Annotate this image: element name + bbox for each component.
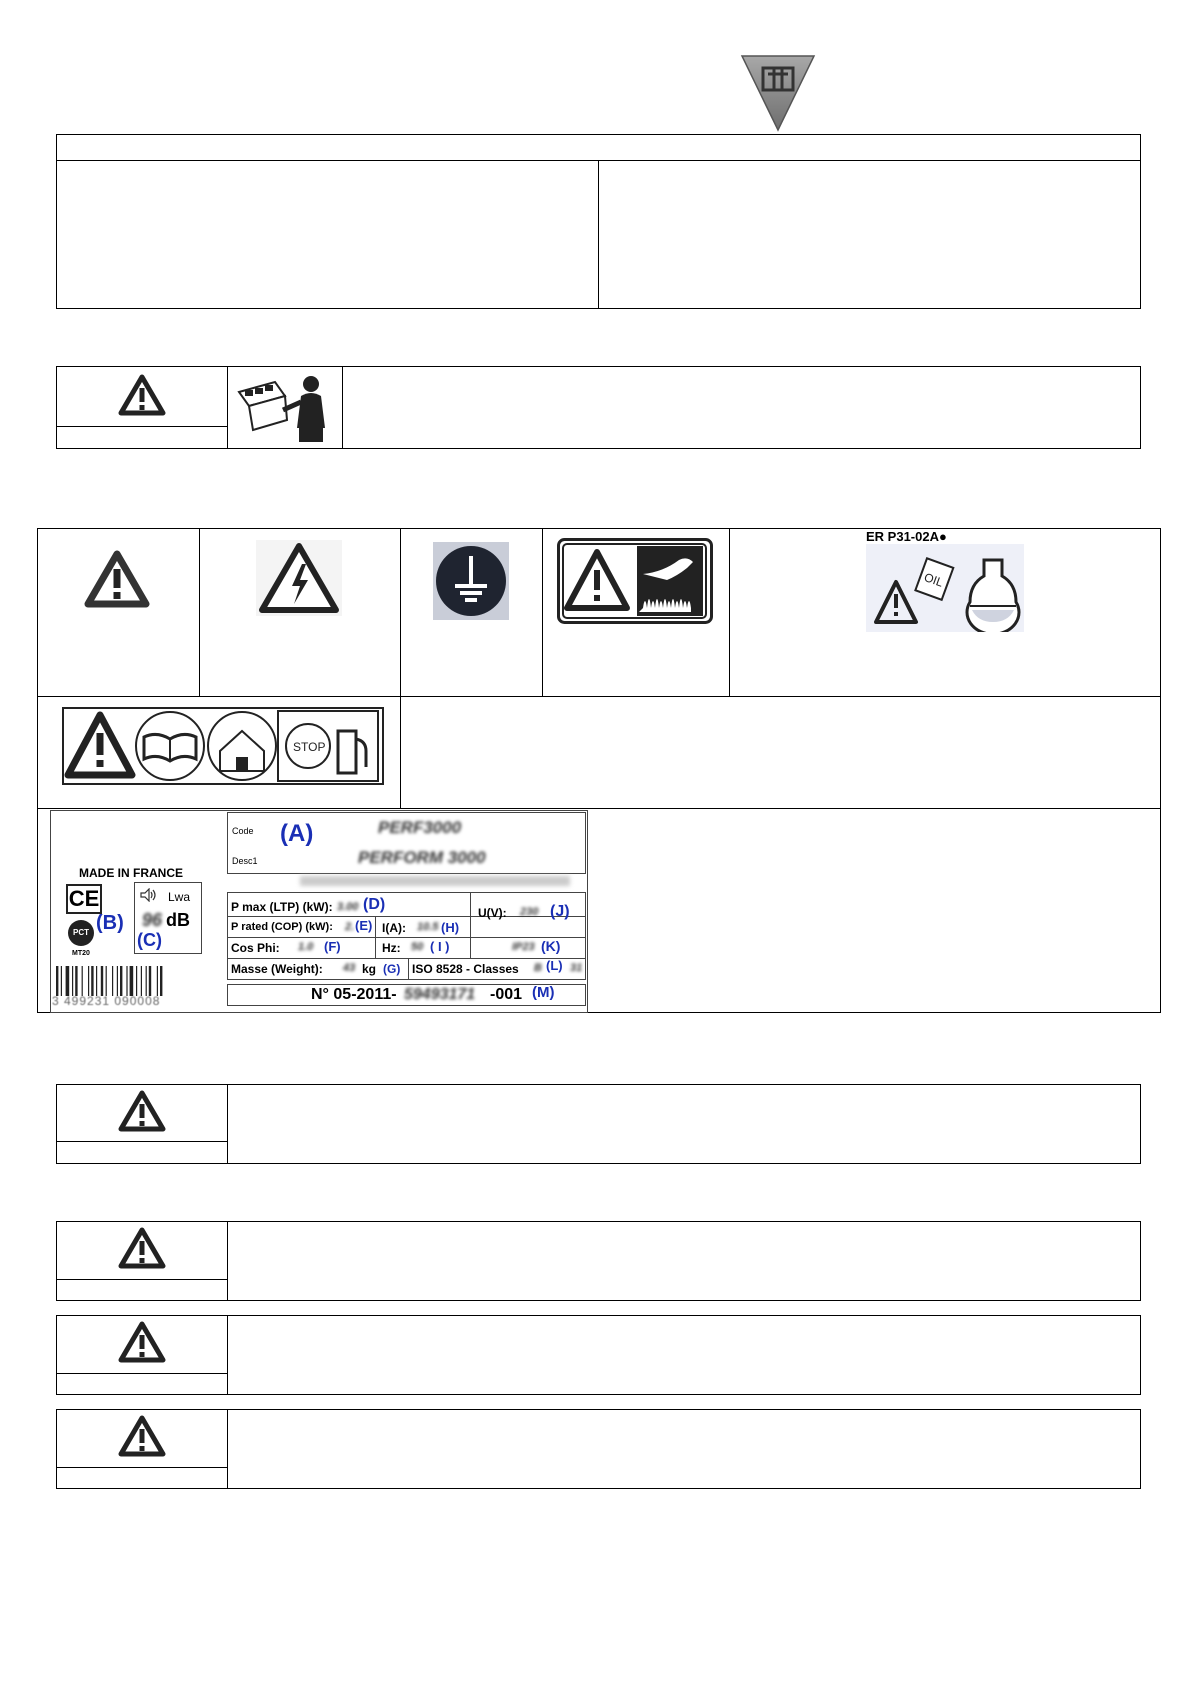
desc-value: PERFORM 3000 xyxy=(358,848,486,867)
lwa-label: Lwa xyxy=(168,890,191,904)
warning-icon xyxy=(84,550,150,608)
barcode-bar xyxy=(120,966,122,996)
plate-line xyxy=(470,892,471,958)
barcode-bar xyxy=(66,966,70,996)
mt20-label: MT20 xyxy=(72,950,90,957)
barcode-bar xyxy=(96,966,97,996)
barcode-bar xyxy=(106,966,107,996)
marker-g: (G) xyxy=(383,962,401,976)
barcode-bar xyxy=(56,966,58,996)
mass-label: Masse (Weight): xyxy=(231,962,323,976)
warning-icon xyxy=(118,1227,166,1269)
warning-box-divider xyxy=(342,366,343,449)
symbols-table-row-divider xyxy=(37,696,1161,697)
hz-value: 50 xyxy=(411,941,424,953)
marker-c: (C) xyxy=(137,930,162,950)
cosphi-value: 1.0 xyxy=(298,941,314,953)
code-label: Code xyxy=(232,826,254,836)
barcode-bar xyxy=(101,966,103,996)
marker-m: (M) xyxy=(532,984,555,1001)
barcode-bar xyxy=(117,966,118,996)
made-in-label: MADE IN FRANCE xyxy=(79,866,183,880)
svg-text:STOP: STOP xyxy=(293,740,326,754)
warning-box-5 xyxy=(56,1409,1141,1489)
warning-box-divider xyxy=(56,1279,227,1280)
barcode-bar xyxy=(149,966,151,996)
combined-warning-strip xyxy=(62,707,384,785)
marker-l: (L) xyxy=(546,958,563,973)
warning-box-divider xyxy=(227,1409,228,1489)
warning-box-divider xyxy=(227,1315,228,1395)
warning-box-divider xyxy=(227,366,228,449)
symbols-table-column-divider xyxy=(400,528,401,808)
warning-box-4 xyxy=(56,1315,1141,1395)
plate-line xyxy=(375,916,376,958)
barcode-bar xyxy=(141,966,142,996)
prated-value: 2. xyxy=(345,921,355,933)
barcode-bar xyxy=(126,966,127,996)
plate-line xyxy=(408,958,409,980)
noise-unit: dB xyxy=(166,910,190,930)
pmax-label: P max (LTP) (kW): xyxy=(231,900,333,914)
symbols-table-column-divider xyxy=(542,528,543,696)
pct-mark: PCT xyxy=(68,920,94,946)
barcode-bar xyxy=(112,966,113,996)
noise-value: 96 xyxy=(142,910,163,930)
warning-icon xyxy=(118,1415,166,1457)
marker-e: (E) xyxy=(355,918,373,933)
iso-value: B xyxy=(534,962,542,974)
plate-line xyxy=(227,937,586,938)
lifting-box-icon xyxy=(235,370,335,446)
warning-box-divider xyxy=(56,1467,227,1468)
barcode-number: 3 499231 090008 xyxy=(52,994,161,1008)
barcode-bar xyxy=(160,966,162,996)
header-table-column-divider xyxy=(598,160,599,309)
serial-suffix: -001 xyxy=(490,986,523,1003)
ip-value: IP23 xyxy=(512,941,535,953)
warning-box-handling xyxy=(56,366,1141,449)
barcode-bar xyxy=(146,966,147,996)
serial-prefix: N° 05-2011- xyxy=(311,986,397,1003)
ground-icon xyxy=(433,542,509,620)
marker-a: (A) xyxy=(280,820,314,847)
triangle-logo-icon xyxy=(740,54,816,132)
marker-d: (D) xyxy=(363,896,386,913)
marker-i: ( I ) xyxy=(430,939,450,954)
hot-surface-icon xyxy=(557,538,713,624)
marker-f: (F) xyxy=(324,939,341,954)
warning-box-divider xyxy=(56,1141,227,1142)
oil-label-text: ER P31-02A● xyxy=(866,529,947,544)
iso-label: ISO 8528 - Classes xyxy=(412,962,519,976)
warning-box-2 xyxy=(56,1084,1141,1164)
electric-hazard-icon xyxy=(256,540,342,616)
marker-h: (H) xyxy=(441,920,460,935)
warning-box-divider xyxy=(56,1373,227,1374)
marker-j: (J) xyxy=(550,903,570,920)
svg-text:OIL: OIL xyxy=(922,570,946,590)
current-value: 10.5 xyxy=(417,921,439,933)
plate-line xyxy=(227,958,586,959)
mass-value: 43 xyxy=(343,962,356,974)
warning-box-3 xyxy=(56,1221,1141,1301)
voltage-value: 230 xyxy=(520,906,539,918)
code-value: PERF3000 xyxy=(378,818,462,837)
mass-unit: kg xyxy=(362,962,377,976)
symbols-table-column-divider xyxy=(199,528,200,696)
marker-k: (K) xyxy=(541,938,561,954)
warning-box-divider xyxy=(227,1221,228,1301)
oil-level-icon xyxy=(866,544,1024,632)
barcode-bar xyxy=(61,966,62,996)
warning-icon xyxy=(118,1321,166,1363)
marker-b: (B) xyxy=(96,912,124,934)
cosphi-label: Cos Phi: xyxy=(231,941,280,955)
iso-extra: 31 xyxy=(570,962,583,974)
barcode-bar xyxy=(91,966,93,996)
barcode-bar xyxy=(72,966,73,996)
desc-label: Desc1 xyxy=(232,856,258,866)
hz-label: Hz: xyxy=(382,941,401,955)
warning-icon xyxy=(118,374,166,416)
barcode-bar xyxy=(82,966,83,996)
symbols-table-row-divider xyxy=(37,808,1161,809)
pmax-value: 3.00 xyxy=(337,901,359,913)
current-label: I(A): xyxy=(382,921,406,935)
symbols-table-column-divider xyxy=(729,528,730,696)
voltage-label: U(V): xyxy=(478,906,507,920)
blurred-address-line xyxy=(300,876,570,886)
serial-mid: 59493171 xyxy=(404,986,476,1003)
barcode-bar xyxy=(130,966,134,996)
warning-box-divider xyxy=(227,1084,228,1164)
ce-mark: CE xyxy=(66,884,102,914)
barcode-bar xyxy=(136,966,137,996)
barcode-bar xyxy=(88,966,89,996)
barcode-bar xyxy=(157,966,158,996)
barcode-bar xyxy=(75,966,77,996)
prated-label: P rated (COP) (kW): xyxy=(231,921,333,933)
warning-icon xyxy=(118,1090,166,1132)
speaker-icon xyxy=(140,888,156,902)
warning-box-divider xyxy=(56,426,227,427)
